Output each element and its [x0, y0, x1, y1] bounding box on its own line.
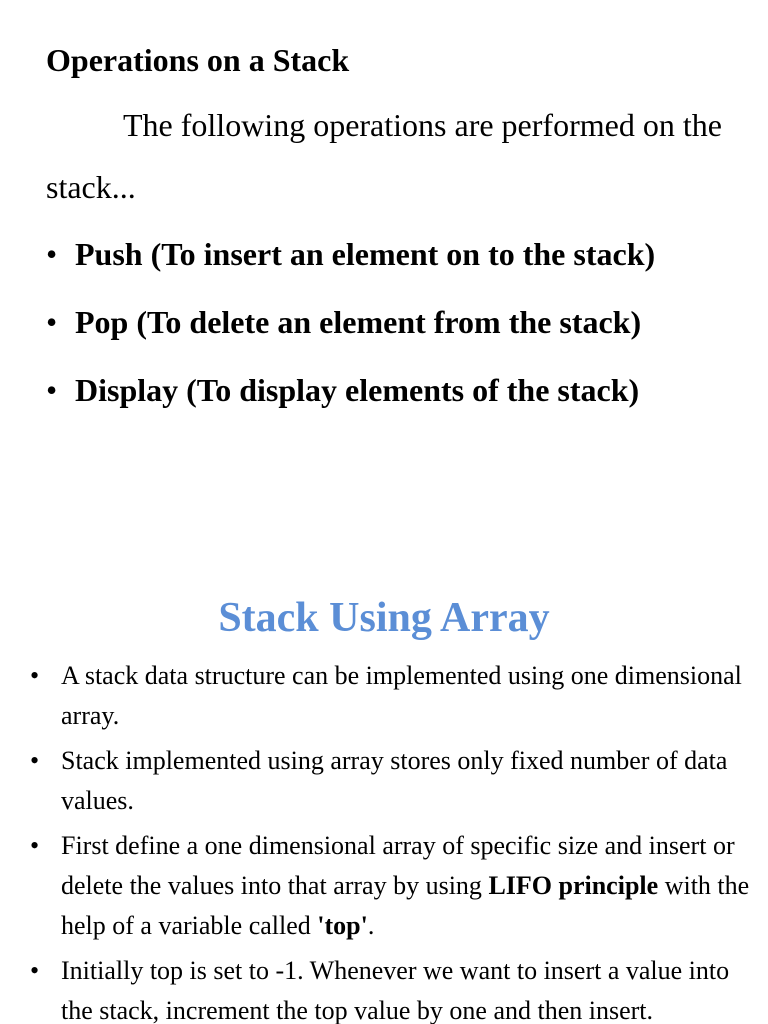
- point-text-mid: with the help of a variable called: [61, 871, 750, 940]
- bullet-icon: •: [30, 661, 40, 690]
- bullet-icon: •: [30, 956, 40, 985]
- operation-item-push: [46, 220, 736, 288]
- bullet-icon: •: [46, 372, 58, 408]
- bullet-icon: •: [46, 304, 58, 340]
- intro-paragraph: The following operations are performed on the stack...: [46, 107, 722, 205]
- bullet-icon: •: [30, 746, 40, 775]
- list-item: [30, 951, 750, 1024]
- point-text: Initially top is set to -1. Whenever we want to insert a value into the stack, increment the top value by one and then insert.: [61, 956, 730, 1024]
- operation-item-pop: [46, 288, 736, 356]
- list-item: [30, 656, 750, 736]
- stack-array-title: Stack Using Array: [218, 595, 550, 641]
- operation-label: Push (To insert an element on to the stack): [75, 236, 656, 272]
- bullet-icon: •: [46, 236, 58, 272]
- point-text-post: .: [367, 911, 375, 940]
- operation-label: Pop (To delete an element from the stack): [75, 304, 642, 340]
- bullet-icon: •: [30, 831, 40, 860]
- point-text-pre: First define a one dimensional array of specific size and insert or delete the values into that array by using: [61, 831, 735, 900]
- lifo-principle-term: LIFO principle: [488, 871, 659, 900]
- section-heading: Operations on a Stack: [46, 42, 350, 78]
- stack-array-points: [30, 656, 750, 1024]
- list-item: [30, 826, 750, 946]
- list-item: [30, 741, 750, 821]
- operation-item-display: [46, 356, 736, 424]
- point-text: Stack implemented using array stores only fixed number of data values.: [61, 746, 728, 815]
- top-variable-term: 'top': [317, 911, 368, 940]
- operations-list: [46, 220, 736, 424]
- operations-section: [46, 38, 736, 424]
- operation-label: Display (To display elements of the stack): [75, 372, 640, 408]
- point-text: A stack data structure can be implemented using one dimensional array.: [61, 661, 742, 730]
